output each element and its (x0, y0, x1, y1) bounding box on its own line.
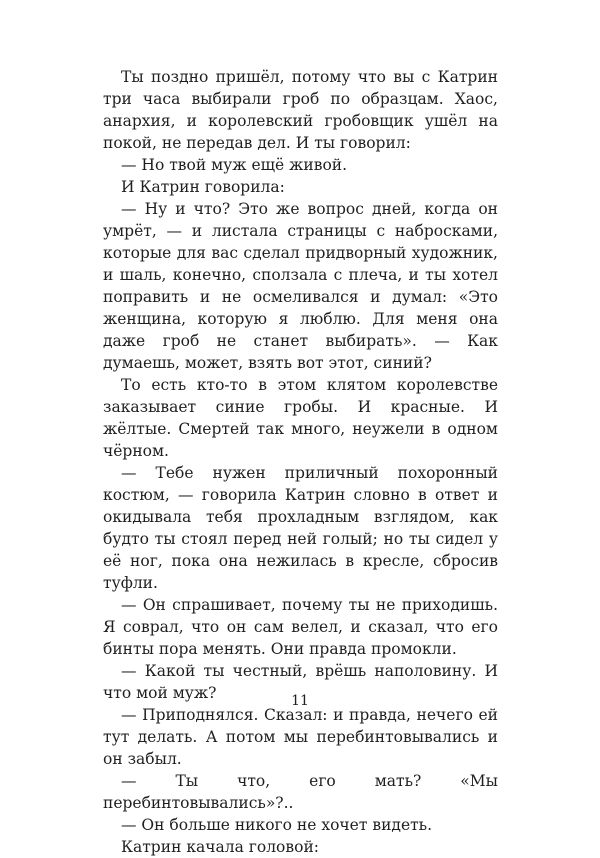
body-text (103, 66, 498, 858)
paragraph: — Какой ты честный, врёшь наполовину. И что мой муж? (103, 662, 498, 702)
paragraph: И Катрин говорила: (121, 178, 285, 196)
paragraph: То есть кто-то в этом клятом королевстве заказывает синие гробы. И красные. И жёлтые. Смертей так много, неужели в одном чёрном. (103, 376, 498, 460)
paragraph: — Он спрашивает, почему ты не приходишь. Я соврал, что он сам велел, и сказал, что его бинты пора менять. Они правда промокли. (103, 596, 498, 658)
paragraph: Катрин качала головой: (121, 838, 319, 856)
page-number: 11 (291, 693, 309, 709)
paragraph: — Ты что, его мать? «Мы перебинтовывались»?.. (103, 772, 498, 812)
paragraph: — Тебе нужен приличный похоронный костюм, — говорила Катрин словно в ответ и окидывала тебя прохладным взглядом, как будто ты стоял перед ней голый; но ты сидел у её ног, пока она нежилась в кресле, сбросив туфли. (103, 464, 498, 592)
paragraph: — Но твой муж ещё живой. (121, 156, 348, 174)
paragraph: — Ну и что? Это же вопрос дней, когда он умрёт, — и листала страницы с набросками, которые для вас сделал придворный художник, и шаль, конечно, сползала с плеча, и ты хотел поправить и не осмеливался и думал: «Это женщина, которую я люблю. Для меня она даже гроб не станет выбирать». — Как думаешь, может, взять вот этот, синий? (103, 200, 498, 372)
paragraph: — Он больше никого не хочет видеть. (121, 816, 433, 834)
paragraph: Ты поздно пришёл, потому что вы с Катрин три часа выбирали гроб по образцам. Хаос, анархия, и королевский гробовщик ушёл на покой, не передав дел. И ты говорил: (103, 68, 498, 152)
paragraph: — Приподнялся. Сказал: и правда, нечего ей тут делать. А потом мы перебинтовывались и он забыл. (103, 706, 498, 768)
